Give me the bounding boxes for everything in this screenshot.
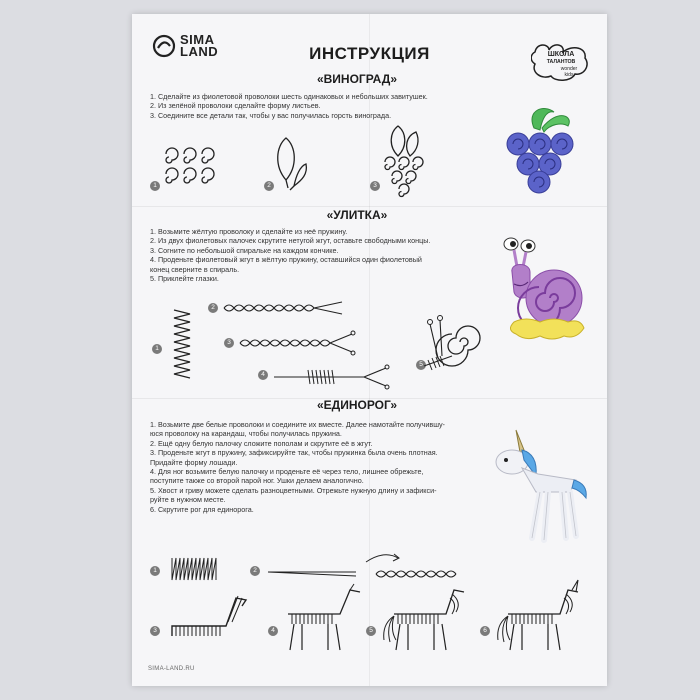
unicorn-diagram-step-1 (170, 554, 222, 584)
unicorn-steps (150, 420, 498, 514)
snail-diagram-step-3 (240, 330, 360, 356)
grapes-diagram-step-2 (272, 136, 312, 196)
unicorn-step-1: 1. Возьмите две белые проволоки и соедините их вместе. Далее намотайте получившу- (150, 420, 445, 429)
unicorn-diagram-step-2 (266, 548, 466, 588)
snail-diagram-step-4 (274, 364, 394, 390)
unicorn-diagram-step-3 (166, 586, 246, 641)
unicorn-step-badge-6: 6 (480, 626, 490, 636)
grapes-craft-photo (498, 104, 582, 194)
unicorn-step-badge-4: 4 (268, 626, 278, 636)
unicorn-diagram-step-4 (280, 584, 370, 654)
snail-step-5: 5. Приклейте глазки. (150, 274, 219, 284)
grapes-step-1: 1. Сделайте из фиолетовой проволоки шесть одинаковых и небольших завитушек. (150, 92, 428, 101)
unicorn-step-4: 4. Для ног возьмите белую палочку и проденьте её через тело, лишнее обрежьте, (150, 467, 424, 477)
unicorn-step-2: 2. Ещё одну белую палочку сложите пополам и скрутите её в жгут. (150, 438, 373, 448)
school-logo-line-2: ТАЛАНТОВ (546, 59, 576, 65)
grapes-step-badge-3: 3 (370, 181, 380, 191)
unicorn-step-badge-2: 2 (250, 566, 260, 576)
unicorn-step-4-cont: поступите также со второй парой ног. Ушки делаем аналогично. (150, 476, 364, 486)
school-logo-line-3: wonder (560, 66, 578, 72)
brand-line-1: SIMA (180, 32, 215, 47)
unicorn-step-5-cont: руйте в нужном месте. (150, 495, 226, 505)
snail-step-4: 4. Проденьте фиолетовый жгут в жёлтую пружину, оставшийся один фиолетовый (150, 255, 422, 265)
unicorn-diagram-step-5 (380, 584, 470, 654)
snail-step-3: 3. Согните по небольшой спиральке на каждом кончике. (150, 245, 339, 255)
unicorn-step-badge-3: 3 (150, 626, 160, 636)
snail-step-1: 1. Возьмите жёлтую проволоку и сделайте из неё пружину. (150, 227, 348, 236)
snail-diagram-step-5 (422, 312, 492, 377)
snail-craft-photo (496, 236, 591, 346)
grapes-step-badge-1: 1 (150, 181, 160, 191)
section-title-unicorn: «ЕДИНОРОГ» (316, 398, 398, 412)
unicorn-step-badge-1: 1 (150, 566, 160, 576)
brand-line-2: LAND (180, 44, 219, 59)
snail-step-badge-2: 2 (208, 303, 218, 313)
unicorn-craft-photo (492, 428, 592, 548)
grapes-step-badge-2: 2 (264, 181, 274, 191)
school-logo-line-1: ШКОЛА (547, 51, 575, 58)
grapes-diagram-step-1 (162, 144, 232, 199)
grapes-step-2: 2. Из зелёной проволоки сделайте форму листьев. (150, 101, 321, 111)
snail-step-2: 2. Из двух фиолетовых палочек скрутите нетугой жгут, оставьте свободными концы. (150, 236, 431, 246)
snail-step-badge-4: 4 (258, 370, 268, 380)
unicorn-step-3: 3. Проденьте жгут в пружину, зафиксируйте так, чтобы пружинка была очень плотная. (150, 448, 438, 458)
snail-diagram-step-1 (172, 306, 192, 386)
snail-diagram-step-2 (224, 298, 344, 318)
unicorn-step-6: 6. Скрутите рог для единорога. (150, 504, 254, 514)
page-title: ИНСТРУКЦИЯ (309, 44, 430, 63)
fold-line-horizontal (132, 206, 607, 207)
instruction-sheet (132, 14, 607, 686)
grapes-step-3: 3. Соедините все детали так, чтобы у вас получилась горсть винограда. (150, 110, 392, 120)
grapes-diagram-step-3 (378, 126, 438, 201)
footer-website: SIMA-LAND.RU (148, 666, 195, 672)
grapes-steps (150, 92, 490, 120)
unicorn-step-1-cont: юся проволоку на карандаш, чтобы получилась пружина. (150, 429, 342, 439)
snail-step-4-cont: конец сверните в спираль. (150, 264, 240, 274)
unicorn-step-badge-5: 5 (366, 626, 376, 636)
section-title-grapes: «ВИНОГРАД» (316, 72, 398, 86)
snail-steps (150, 227, 490, 283)
snail-step-badge-5: 5 (416, 360, 426, 370)
unicorn-step-5: 5. Хвост и гриву можете сделать разноцветными. Отрежьте нужную длину и зафикси- (150, 485, 437, 495)
snail-step-badge-3: 3 (224, 338, 234, 348)
snail-step-badge-1: 1 (152, 344, 162, 354)
unicorn-diagram-step-6 (494, 580, 584, 654)
section-title-snail: «УЛИТКА» (326, 208, 388, 222)
unicorn-step-3-cont: Придайте форму лошади. (150, 457, 238, 467)
school-logo-line-4: kids (564, 72, 574, 78)
